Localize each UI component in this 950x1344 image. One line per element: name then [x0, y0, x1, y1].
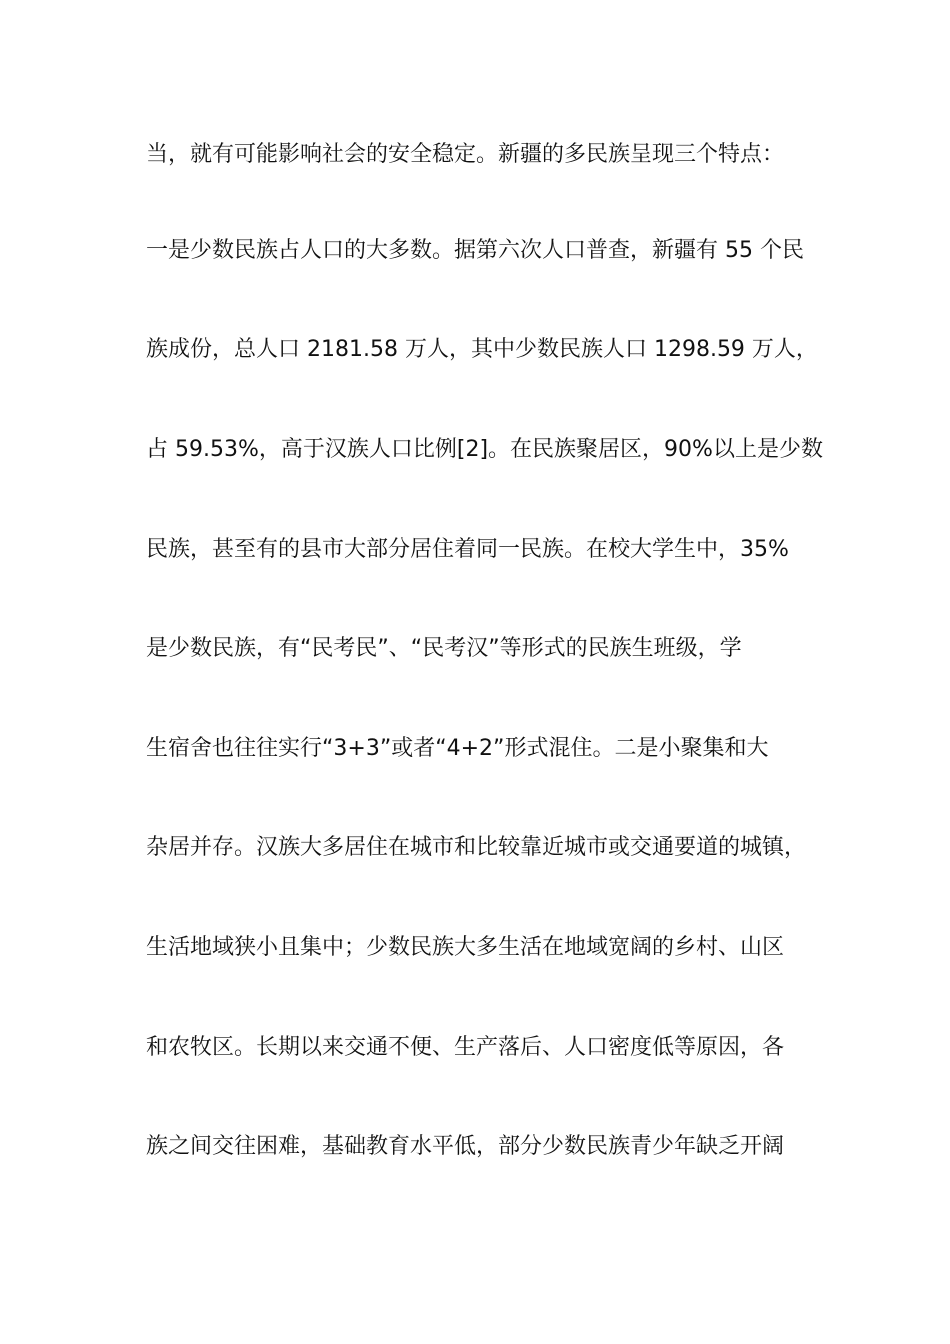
- text-line-9: 生活地域狭小且集中；少数民族大多生活在地域宽阔的乡村、山区: [146, 935, 785, 960]
- text-line-1: 当，就有可能影响社会的安全稳定。新疆的多民族呈现三个特点：: [146, 142, 785, 167]
- text-line-7: 生宿舍也往往实行“3+3”或者“4+2”形式混住。二是小聚集和大: [146, 736, 769, 761]
- text-line-8: 杂居并存。汉族大多居住在城市和比较靠近城市或交通要道的城镇，: [146, 835, 807, 860]
- text-line-3: 族成份，总人口 2181.58 万人，其中少数民族人口 1298.59 万人，: [146, 337, 818, 362]
- text-line-11: 族之间交往困难，基础教育水平低，部分少数民族青少年缺乏开阔: [146, 1134, 785, 1159]
- text-line-2: 一是少数民族占人口的大多数。据第六次人口普查，新疆有 55 个民: [146, 238, 804, 263]
- text-line-10: 和农牧区。长期以来交通不便、生产落后、人口密度低等原因，各: [146, 1035, 785, 1060]
- text-line-5: 民族，甚至有的县市大部分居住着同一民族。在校大学生中，35%: [146, 537, 789, 562]
- text-line-6: 是少数民族，有“民考民”、“民考汉”等形式的民族生班级，学: [146, 636, 742, 661]
- text-line-4: 占 59.53%，高于汉族人口比例[2]。在民族聚居区，90%以上是少数: [146, 437, 823, 462]
